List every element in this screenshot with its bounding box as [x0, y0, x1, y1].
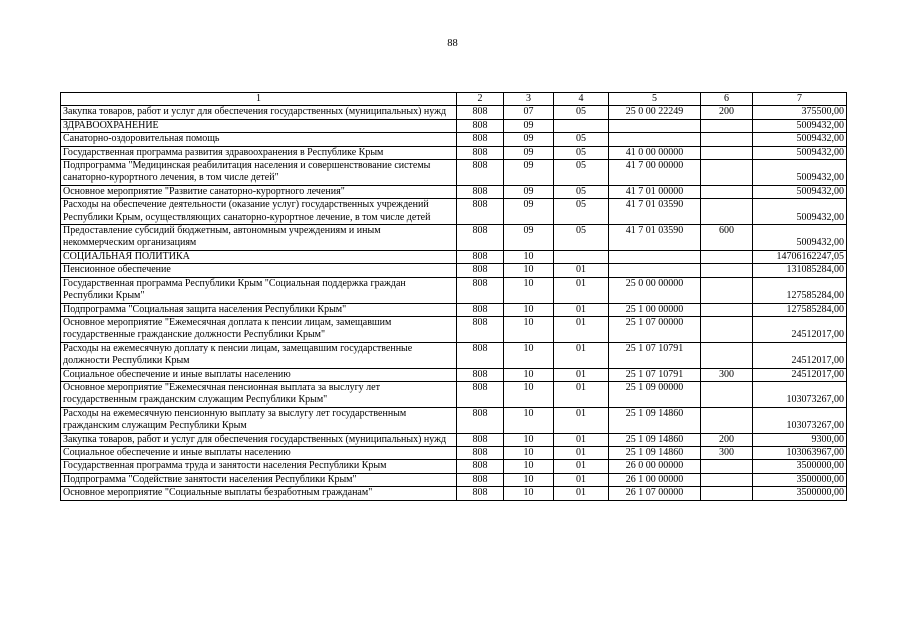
target-article-cell: 25 1 00 00000	[609, 303, 701, 316]
ministry-code-cell: 808	[457, 487, 504, 500]
header-col-3: 3	[504, 93, 554, 106]
target-article-cell: 26 1 07 00000	[609, 487, 701, 500]
row-name-cell: Предоставление субсидий бюджетным, автономным учреждениям и иным некоммерческим организациям	[61, 225, 457, 251]
row-name-cell: Пенсионное обеспечение	[61, 264, 457, 277]
subsection-cell: 01	[554, 342, 609, 368]
target-article-cell	[609, 250, 701, 263]
row-name-cell: Расходы на обеспечение деятельности (оказание услуг) государственных учреждений Республики Крым, осуществляющих санаторно-курортное лечение, в том числе детей	[61, 199, 457, 225]
section-cell: 09	[504, 225, 554, 251]
table-row	[61, 446, 847, 459]
expense-type-cell	[701, 160, 753, 186]
row-name-cell: Закупка товаров, работ и услуг для обеспечения государственных (муниципальных) нужд	[61, 433, 457, 446]
target-article-cell: 25 1 07 10791	[609, 342, 701, 368]
budget-table	[60, 92, 847, 501]
table-row	[61, 250, 847, 263]
table-row	[61, 160, 847, 186]
ministry-code-cell: 808	[457, 433, 504, 446]
amount-cell: 3500000,00	[753, 460, 847, 473]
amount-cell: 24512017,00	[753, 342, 847, 368]
section-cell: 09	[504, 199, 554, 225]
subsection-cell: 01	[554, 446, 609, 459]
header-col-6: 6	[701, 93, 753, 106]
expense-type-cell	[701, 119, 753, 132]
ministry-code-cell: 808	[457, 199, 504, 225]
subsection-cell: 05	[554, 185, 609, 198]
table-row	[61, 264, 847, 277]
expense-type-cell	[701, 133, 753, 146]
subsection-cell: 01	[554, 433, 609, 446]
row-name-cell: Основное мероприятие "Социальные выплаты безработным гражданам"	[61, 487, 457, 500]
amount-cell: 103073267,00	[753, 407, 847, 433]
table-row	[61, 460, 847, 473]
section-cell: 09	[504, 119, 554, 132]
row-name-cell: Подпрограмма "Медицинская реабилитация населения и совершенствование системы санаторно-курортного лечения, в том числе детей"	[61, 160, 457, 186]
expense-type-cell: 200	[701, 433, 753, 446]
ministry-code-cell: 808	[457, 277, 504, 303]
target-article-cell: 25 1 09 00000	[609, 381, 701, 407]
header-col-4: 4	[554, 93, 609, 106]
table-row	[61, 277, 847, 303]
table-row	[61, 381, 847, 407]
expense-type-cell	[701, 460, 753, 473]
ministry-code-cell: 808	[457, 316, 504, 342]
row-name-cell: Основное мероприятие "Ежемесячная пенсионная выплата за выслугу лет государственным гражданским служащим Республики Крым"	[61, 381, 457, 407]
amount-cell: 5009432,00	[753, 119, 847, 132]
subsection-cell: 05	[554, 106, 609, 119]
table-row	[61, 225, 847, 251]
row-name-cell: Социальное обеспечение и иные выплаты населению	[61, 446, 457, 459]
target-article-cell	[609, 133, 701, 146]
section-cell: 10	[504, 264, 554, 277]
section-cell: 10	[504, 446, 554, 459]
section-cell: 09	[504, 133, 554, 146]
subsection-cell: 05	[554, 225, 609, 251]
subsection-cell: 05	[554, 199, 609, 225]
subsection-cell: 05	[554, 160, 609, 186]
section-cell: 10	[504, 407, 554, 433]
section-cell: 09	[504, 185, 554, 198]
subsection-cell: 01	[554, 487, 609, 500]
target-article-cell: 41 7 01 03590	[609, 225, 701, 251]
ministry-code-cell: 808	[457, 225, 504, 251]
target-article-cell: 26 1 00 00000	[609, 473, 701, 486]
amount-cell: 3500000,00	[753, 473, 847, 486]
amount-cell: 103073267,00	[753, 381, 847, 407]
row-name-cell: Закупка товаров, работ и услуг для обеспечения государственных (муниципальных) нужд	[61, 106, 457, 119]
expense-type-cell	[701, 381, 753, 407]
subsection-cell	[554, 250, 609, 263]
subsection-cell: 05	[554, 146, 609, 159]
row-name-cell: Государственная программа труда и занятости населения Республики Крым	[61, 460, 457, 473]
table-row	[61, 342, 847, 368]
header-row	[61, 93, 847, 106]
amount-cell: 375500,00	[753, 106, 847, 119]
target-article-cell: 25 0 00 00000	[609, 277, 701, 303]
row-name-cell: ЗДРАВООХРАНЕНИЕ	[61, 119, 457, 132]
section-cell: 10	[504, 303, 554, 316]
subsection-cell: 01	[554, 460, 609, 473]
ministry-code-cell: 808	[457, 106, 504, 119]
row-name-cell: Расходы на ежемесячную пенсионную выплату за выслугу лет государственным гражданским служащим Республики Крым	[61, 407, 457, 433]
section-cell: 10	[504, 473, 554, 486]
table-row	[61, 106, 847, 119]
expense-type-cell	[701, 407, 753, 433]
subsection-cell: 01	[554, 316, 609, 342]
target-article-cell	[609, 264, 701, 277]
subsection-cell: 01	[554, 277, 609, 303]
row-name-cell: Подпрограмма "Социальная защита населения Республики Крым"	[61, 303, 457, 316]
amount-cell: 5009432,00	[753, 199, 847, 225]
expense-type-cell	[701, 473, 753, 486]
ministry-code-cell: 808	[457, 303, 504, 316]
ministry-code-cell: 808	[457, 264, 504, 277]
section-cell: 10	[504, 316, 554, 342]
target-article-cell: 25 1 09 14860	[609, 433, 701, 446]
row-name-cell: Основное мероприятие "Развитие санаторно-курортного лечения"	[61, 185, 457, 198]
amount-cell: 127585284,00	[753, 303, 847, 316]
expense-type-cell: 300	[701, 446, 753, 459]
table-row	[61, 199, 847, 225]
table-row	[61, 368, 847, 381]
section-cell: 10	[504, 250, 554, 263]
amount-cell: 9300,00	[753, 433, 847, 446]
table-row	[61, 316, 847, 342]
amount-cell: 103063967,00	[753, 446, 847, 459]
subsection-cell: 01	[554, 368, 609, 381]
header-col-7: 7	[753, 93, 847, 106]
amount-cell: 5009432,00	[753, 185, 847, 198]
page-number: 88	[447, 38, 458, 49]
section-cell: 10	[504, 342, 554, 368]
ministry-code-cell: 808	[457, 160, 504, 186]
row-name-cell: Государственная программа развития здравоохранения в Республике Крым	[61, 146, 457, 159]
ministry-code-cell: 808	[457, 460, 504, 473]
target-article-cell: 25 1 09 14860	[609, 446, 701, 459]
amount-cell: 131085284,00	[753, 264, 847, 277]
table-row	[61, 133, 847, 146]
row-name-cell: Государственная программа Республики Крым "Социальная поддержка граждан Республики Крым"	[61, 277, 457, 303]
table-row	[61, 433, 847, 446]
ministry-code-cell: 808	[457, 407, 504, 433]
header-col-5: 5	[609, 93, 701, 106]
table-row	[61, 407, 847, 433]
ministry-code-cell: 808	[457, 381, 504, 407]
amount-cell: 127585284,00	[753, 277, 847, 303]
row-name-cell: Расходы на ежемесячную доплату к пенсии лицам, замещавшим государственные должности Республики Крым	[61, 342, 457, 368]
ministry-code-cell: 808	[457, 250, 504, 263]
row-name-cell: Подпрограмма "Содействие занятости населения Республики Крым"	[61, 473, 457, 486]
expense-type-cell: 300	[701, 368, 753, 381]
target-article-cell: 41 7 00 00000	[609, 160, 701, 186]
amount-cell: 5009432,00	[753, 160, 847, 186]
expense-type-cell	[701, 199, 753, 225]
amount-cell: 5009432,00	[753, 133, 847, 146]
row-name-cell: Социальное обеспечение и иные выплаты населению	[61, 368, 457, 381]
ministry-code-cell: 808	[457, 146, 504, 159]
expense-type-cell	[701, 250, 753, 263]
expense-type-cell	[701, 342, 753, 368]
target-article-cell: 25 1 07 10791	[609, 368, 701, 381]
expense-type-cell	[701, 316, 753, 342]
table-row	[61, 473, 847, 486]
target-article-cell: 26 0 00 00000	[609, 460, 701, 473]
ministry-code-cell: 808	[457, 342, 504, 368]
subsection-cell: 01	[554, 381, 609, 407]
ministry-code-cell: 808	[457, 368, 504, 381]
section-cell: 10	[504, 368, 554, 381]
expense-type-cell	[701, 185, 753, 198]
target-article-cell: 41 7 01 03590	[609, 199, 701, 225]
target-article-cell: 25 0 00 22249	[609, 106, 701, 119]
expense-type-cell: 600	[701, 225, 753, 251]
subsection-cell: 05	[554, 133, 609, 146]
expense-type-cell	[701, 487, 753, 500]
table-row	[61, 119, 847, 132]
ministry-code-cell: 808	[457, 119, 504, 132]
subsection-cell	[554, 119, 609, 132]
section-cell: 10	[504, 277, 554, 303]
expense-type-cell: 200	[701, 106, 753, 119]
header-col-2: 2	[457, 93, 504, 106]
amount-cell: 24512017,00	[753, 368, 847, 381]
amount-cell: 24512017,00	[753, 316, 847, 342]
expense-type-cell	[701, 146, 753, 159]
ministry-code-cell: 808	[457, 185, 504, 198]
target-article-cell: 25 1 09 14860	[609, 407, 701, 433]
target-article-cell: 41 0 00 00000	[609, 146, 701, 159]
row-name-cell: Основное мероприятие "Ежемесячная доплата к пенсии лицам, замещавшим государственные гражданские должности Республики Крым"	[61, 316, 457, 342]
row-name-cell: Санаторно-оздоровительная помощь	[61, 133, 457, 146]
ministry-code-cell: 808	[457, 473, 504, 486]
section-cell: 10	[504, 487, 554, 500]
subsection-cell: 01	[554, 407, 609, 433]
section-cell: 07	[504, 106, 554, 119]
expense-type-cell	[701, 264, 753, 277]
section-cell: 10	[504, 433, 554, 446]
table-row	[61, 185, 847, 198]
subsection-cell: 01	[554, 264, 609, 277]
amount-cell: 5009432,00	[753, 146, 847, 159]
amount-cell: 3500000,00	[753, 487, 847, 500]
section-cell: 09	[504, 160, 554, 186]
subsection-cell: 01	[554, 303, 609, 316]
target-article-cell	[609, 119, 701, 132]
section-cell: 10	[504, 381, 554, 407]
subsection-cell: 01	[554, 473, 609, 486]
table-row	[61, 487, 847, 500]
header-col-1: 1	[61, 93, 457, 106]
section-cell: 09	[504, 146, 554, 159]
expense-type-cell	[701, 303, 753, 316]
section-cell: 10	[504, 460, 554, 473]
amount-cell: 5009432,00	[753, 225, 847, 251]
expense-type-cell	[701, 277, 753, 303]
table-row	[61, 146, 847, 159]
table-row	[61, 303, 847, 316]
row-name-cell: СОЦИАЛЬНАЯ ПОЛИТИКА	[61, 250, 457, 263]
ministry-code-cell: 808	[457, 133, 504, 146]
ministry-code-cell: 808	[457, 446, 504, 459]
target-article-cell: 41 7 01 00000	[609, 185, 701, 198]
amount-cell: 14706162247,05	[753, 250, 847, 263]
target-article-cell: 25 1 07 00000	[609, 316, 701, 342]
